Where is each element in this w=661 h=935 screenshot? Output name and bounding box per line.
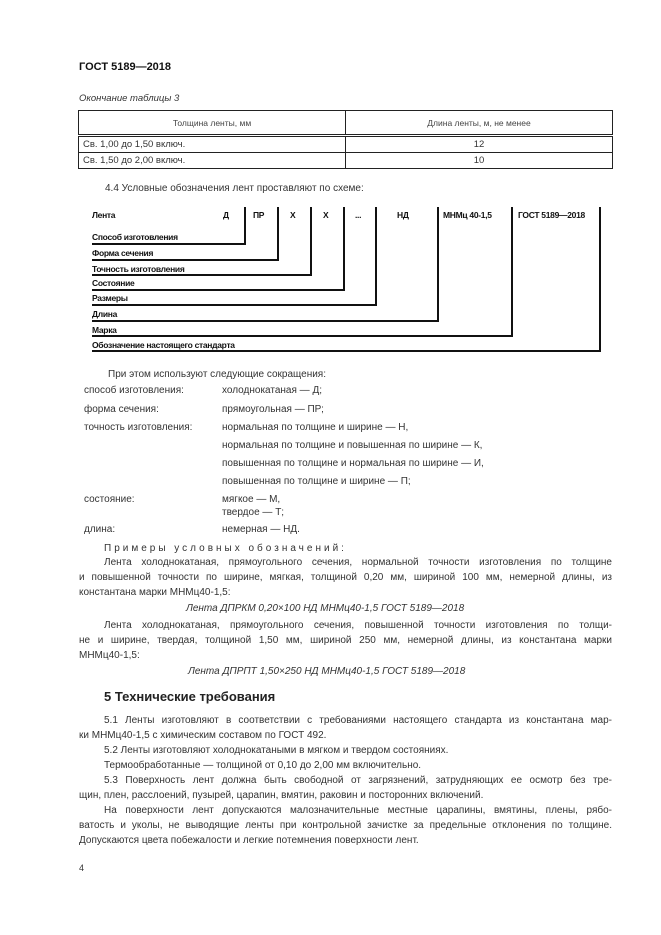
abbr-value: нормальная по толщине и ширине — Н,: [222, 422, 409, 433]
abbr-value: повышенная по толщине и ширине — П;: [222, 476, 411, 487]
example-1-text: константана марки МНМц40-1,5:: [79, 587, 231, 598]
document-header: ГОСТ 5189—2018: [79, 61, 172, 73]
table-cell: Св. 1,00 до 1,50 включ.: [79, 136, 346, 153]
leader-line: [310, 207, 312, 276]
abbr-value: твердое — Т;: [222, 507, 285, 518]
scheme-label: Марка: [92, 325, 117, 335]
scheme-code: Х: [290, 210, 296, 220]
table-cell: Св. 1,50 до 2,00 включ.: [79, 153, 346, 169]
scheme-code: ...: [355, 210, 362, 220]
column-header-length: Длина ленты, м, не менее: [346, 111, 613, 136]
leader-line: [375, 207, 377, 305]
example-1-text: и повышенной точности по ширине, мягкая, толщиной 0,20 мм, шириной 100 мм, немерной длины, из: [79, 572, 612, 583]
table-cell: 12: [346, 136, 613, 153]
example-2-text: Лента холоднокатаная, прямоугольного сечения, повышенной точности изготовления по толщи-: [104, 620, 612, 631]
scheme-code: МНМц 40-1,5: [443, 210, 492, 220]
abbr-value: нормальная по толщине и повышенная по ширине — К,: [222, 440, 483, 451]
example-1-text: Лента холоднокатаная, прямоугольного сечения, нормальной точности изготовления по толщине: [104, 557, 612, 568]
scheme-label: Точность изготовления: [92, 264, 185, 274]
scheme-label: Обозначение настоящего стандарта: [92, 340, 235, 350]
scheme-label: Размеры: [92, 293, 128, 303]
section-5-line: 5.2 Ленты изготовляют холоднокатаными в мягком и твердом состояниях.: [104, 745, 449, 756]
scheme-label: Длина: [92, 309, 118, 319]
example-2-text: не и ширине, твердая, толщиной 1,50 мм, шириной 250 мм, немерной длины, из константана марки: [79, 635, 612, 646]
leader-line: [92, 243, 246, 245]
abbr-term: точность изготовления:: [84, 422, 193, 433]
leader-line: [92, 274, 312, 276]
abbr-term: форма сечения:: [84, 404, 159, 415]
leader-line: [244, 207, 246, 244]
scheme-word: Лента: [92, 210, 116, 220]
section-5-line: Термообработанные — толщиной от 0,10 до 2,00 мм включительно.: [104, 760, 422, 771]
leader-line: [343, 207, 345, 290]
abbr-term: длина:: [84, 524, 116, 535]
section-5-line: щин, плен, расслоений, пузырей, царапин, вмятин, раковин и посторонних включений.: [79, 790, 484, 801]
scheme-label: Форма сечения: [92, 248, 154, 258]
scheme-code: ГОСТ 5189—2018: [518, 210, 585, 220]
section-5-line: ки МНМц40-1,5 с химическим составом по ГОСТ 492.: [79, 730, 327, 741]
example-1-designation: Лента ДПРКМ 0,20×100 НД МНМц40-1,5 ГОСТ 5189—2018: [186, 603, 465, 614]
section-5-line: ватость и уколы, не выводящие ленты при контрольной зачистке за предельные отклонения по толщине.: [79, 820, 612, 831]
leader-line: [92, 304, 377, 306]
abbr-value: прямоугольная — ПР;: [222, 404, 324, 415]
section-5-line: Допускаются цвета побежалости и легкие потемнения поверхности лент.: [79, 835, 419, 846]
example-2-text: МНМц40-1,5:: [79, 650, 140, 661]
leader-line: [437, 207, 439, 322]
leader-line: [92, 259, 279, 261]
scheme-code: ПР: [253, 210, 265, 220]
column-header-thickness: Толщина ленты, мм: [79, 111, 346, 136]
abbr-value: холоднокатаная — Д;: [222, 385, 323, 396]
abbr-value: мягкое — М,: [222, 494, 281, 505]
scheme-code: Д: [223, 210, 229, 220]
leader-line: [277, 207, 279, 260]
section-5-line: 5.3 Поверхность лент должна быть свободной от загрязнений, затрудняющих ее осмотр без тре-: [104, 775, 612, 786]
scheme-label: Способ изготовления: [92, 232, 178, 242]
leader-line: [599, 207, 601, 352]
leader-line: [511, 207, 513, 337]
scheme-code: НД: [397, 210, 409, 220]
leader-line: [92, 320, 439, 322]
leader-line: [92, 335, 513, 337]
leader-line: [92, 350, 601, 352]
table-cell: 10: [346, 153, 613, 169]
scheme-label: Состояние: [92, 278, 135, 288]
scheme-code: Х: [323, 210, 329, 220]
abbreviations-intro: При этом используют следующие сокращения:: [108, 369, 326, 380]
abbr-value: немерная — НД.: [222, 524, 300, 535]
section-5-line: На поверхности лент допускаются малозначительные местные царапины, вмятины, плены, рябо-: [104, 805, 612, 816]
examples-title: Примеры условных обозначений:: [104, 543, 347, 554]
leader-line: [92, 289, 345, 291]
abbr-term: состояние:: [84, 494, 135, 505]
abbr-value: повышенная по толщине и нормальная по ширине — И,: [222, 458, 484, 469]
page-number: 4: [79, 863, 85, 873]
paragraph-4-4: 4.4 Условные обозначения лент проставляют по схеме:: [105, 183, 364, 194]
section-5-line: 5.1 Ленты изготовляют в соответствии с требованиями настоящего стандарта из константана мар-: [104, 715, 612, 726]
table-caption: Окончание таблицы 3: [79, 93, 180, 104]
abbr-term: способ изготовления:: [84, 385, 184, 396]
example-2-designation: Лента ДПРПТ 1,50×250 НД МНМц40-1,5 ГОСТ 5189—2018: [188, 666, 466, 677]
section-5-title: 5 Технические требования: [104, 689, 276, 704]
